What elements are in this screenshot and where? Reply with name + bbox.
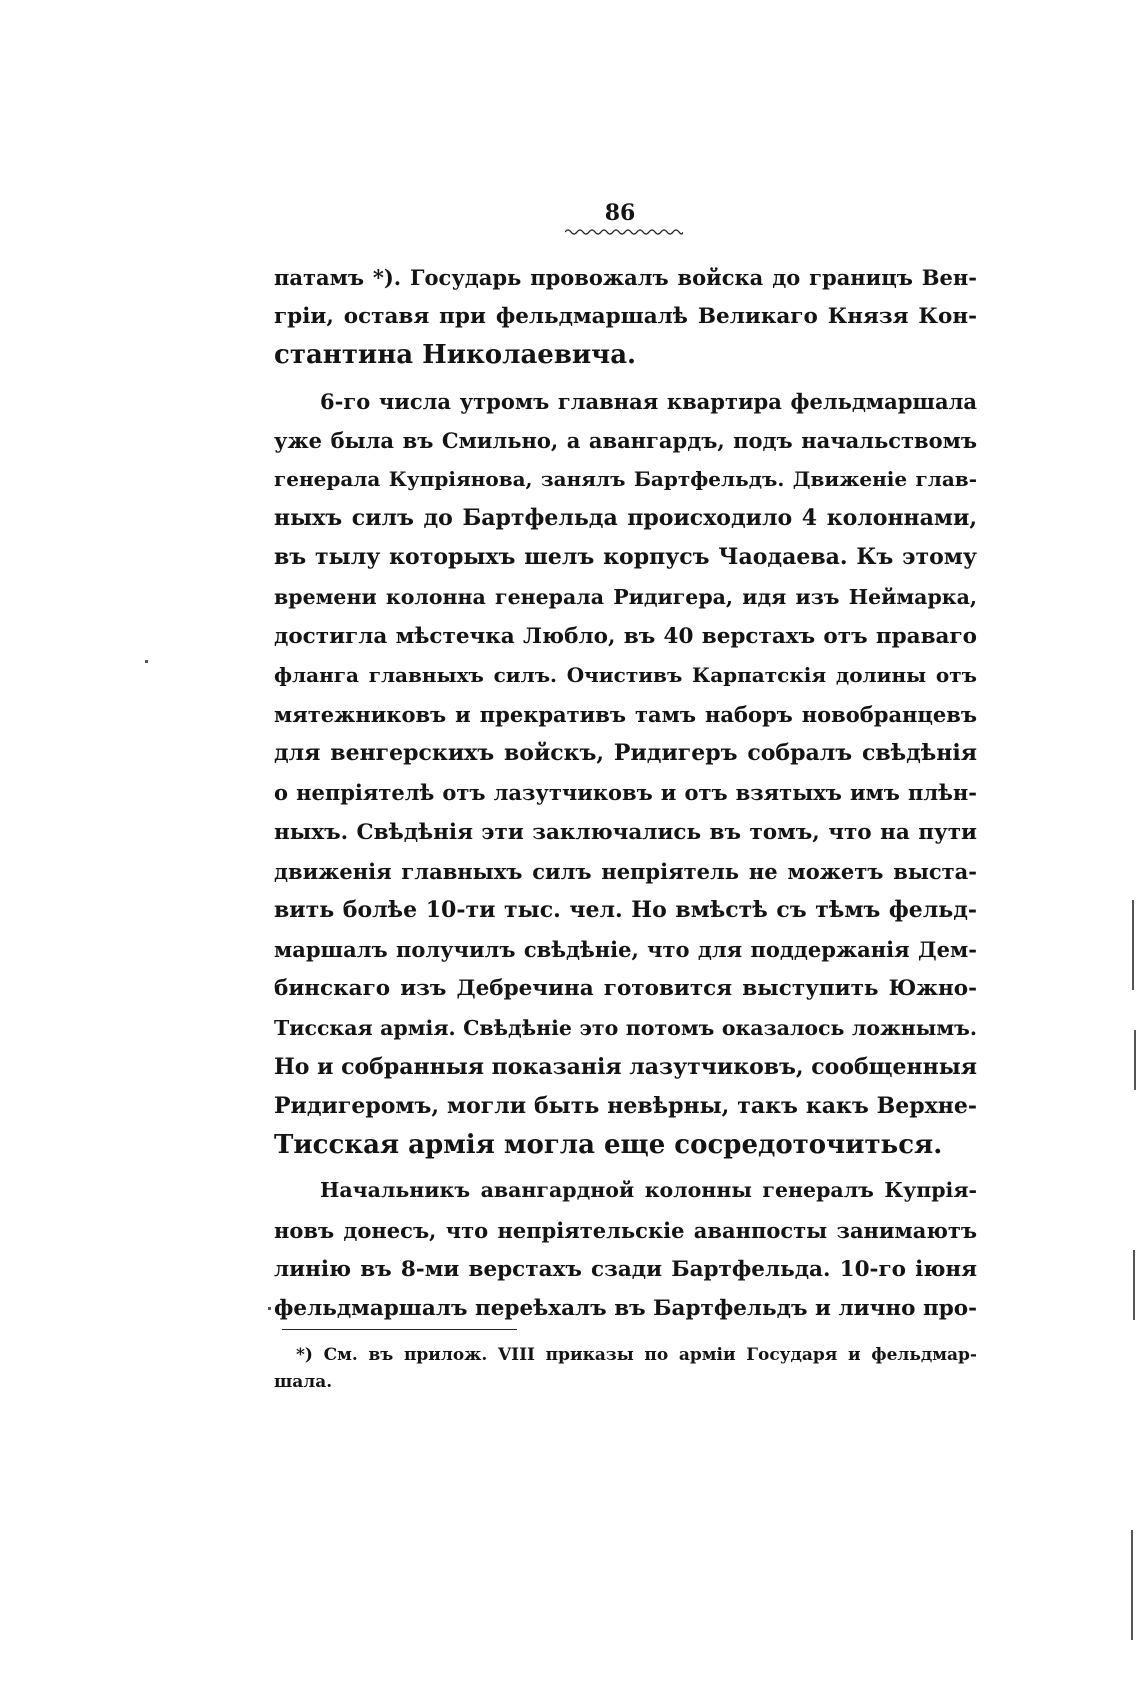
footnote-line: *) См. въ прилож. VIII приказы по арміи Государя и фельдмар-	[296, 1345, 977, 1365]
page-number-ornament	[565, 228, 683, 236]
body-line: мятежниковъ и прекративъ тамъ наборъ новобранцевъ	[274, 702, 977, 728]
scan-artifact	[145, 660, 148, 663]
body-line: бинскаго изъ Дебречина готовится выступить Южно-	[274, 976, 977, 1002]
body-line: ныхъ. Свѣдѣнія эти заключались въ томъ, что на пути	[274, 819, 977, 845]
scan-artifact	[1132, 900, 1134, 990]
body-line: ныхъ силъ до Бартфельда происходило 4 колоннами,	[274, 505, 977, 532]
scan-artifact	[1134, 1030, 1136, 1090]
footnote-line: шала.	[274, 1372, 333, 1392]
scan-artifact	[1133, 1250, 1135, 1320]
body-line: Тисская армія. Свѣдѣніе это потомъ оказалось ложнымъ.	[274, 1015, 977, 1040]
page-number: 86	[604, 200, 636, 226]
footnote	[274, 1342, 977, 1396]
body-line: Начальникъ авангардной колонны генералъ Купрія-	[320, 1178, 977, 1203]
body-line: о непріятелѣ отъ лазутчиковъ и отъ взятыхъ имъ плѣн-	[274, 780, 977, 806]
body-line: новъ донесъ, что непріятельскіе аванпосты занимаютъ	[274, 1217, 977, 1243]
body-text	[274, 258, 977, 1328]
body-line: стантина Николаевича.	[274, 340, 637, 371]
body-line: Но и собранныя показанія лазутчиковъ, сообщенныя	[274, 1053, 977, 1080]
body-line: фельдмаршалъ переѣхалъ въ Бартфельдъ и лично про-	[274, 1295, 977, 1321]
body-line: фланга главныхъ силъ. Очистивъ Карпатскія долины отъ	[274, 662, 977, 687]
body-line: Тисская армія могла еще сосредоточиться.	[274, 1130, 943, 1161]
body-line: Ридигеромъ, могли быть невѣрны, такъ какъ Верхне-	[274, 1092, 977, 1119]
footnote-separator	[282, 1329, 517, 1330]
body-line: уже была въ Смильно, а авангардъ, подъ начальствомъ	[274, 427, 977, 453]
body-line: 6-го числа утромъ главная квартира фельдмаршала	[320, 388, 977, 414]
body-line: линію въ 8-ми верстахъ сзади Бартфельда. 10-го іюня	[274, 1256, 977, 1282]
body-line: маршалъ получилъ свѣдѣніе, что для поддержанія Дем-	[274, 937, 977, 963]
body-line: времени колонна генерала Ридигера, идя изъ Неймарка,	[274, 584, 977, 609]
body-line: патамъ *). Государь провожалъ войска до границъ Вен-	[274, 265, 977, 290]
scan-artifact	[268, 1307, 271, 1310]
body-line: для венгерскихъ войскъ, Ридигеръ собралъ свѣдѣнія	[274, 740, 977, 767]
body-line: вить болѣе 10-ти тыс. чел. Но вмѣстѣ съ тѣмъ фельд-	[274, 897, 977, 923]
body-line: въ тылу которыхъ шелъ корпусъ Чаодаева. Къ этому	[274, 544, 977, 571]
body-line: гріи, оставя при фельдмаршалѣ Великаго Князя Кон-	[274, 304, 977, 330]
body-line: генерала Купріянова, занялъ Бартфельдъ. Движеніе глав-	[274, 466, 977, 491]
scan-artifact	[1131, 1530, 1133, 1640]
body-line: движенія главныхъ силъ непріятель не можетъ выста-	[274, 858, 977, 884]
body-line: достигла мѣстечка Любло, въ 40 верстахъ отъ праваго	[274, 623, 977, 649]
